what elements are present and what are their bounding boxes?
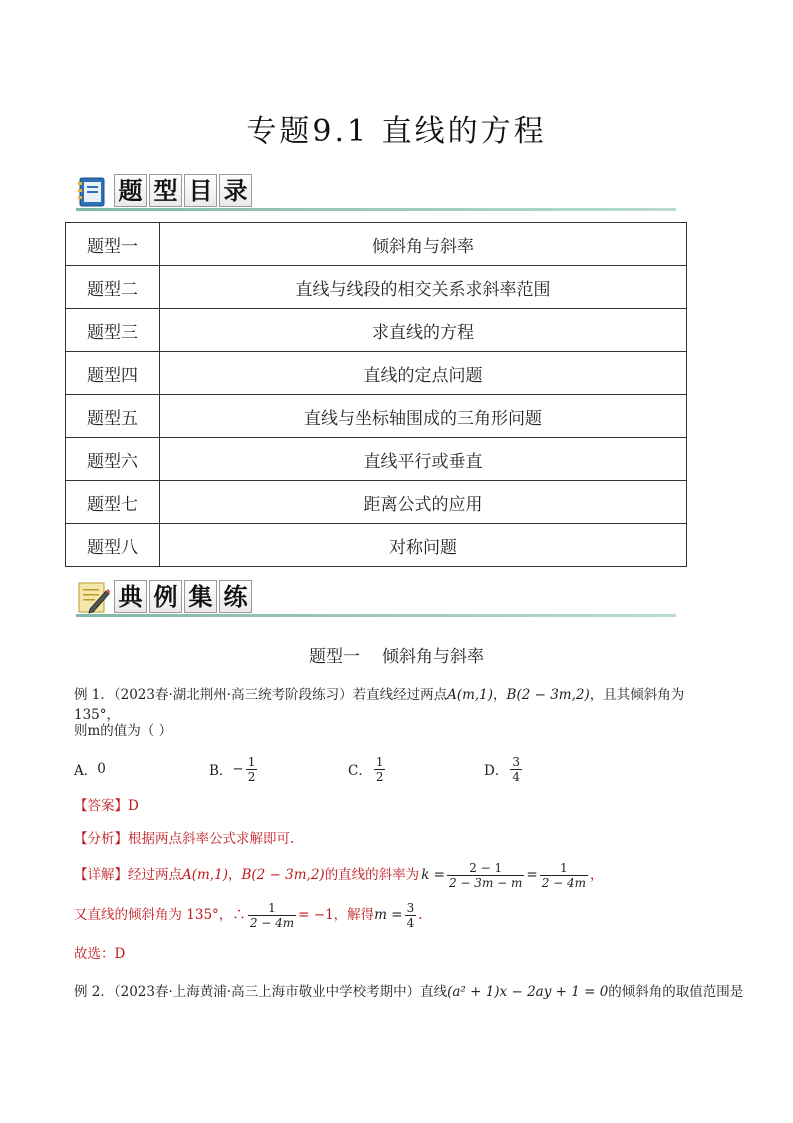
toc-code: 题型五 (66, 395, 160, 438)
analysis-tag: 【分析】 (74, 831, 128, 847)
detail-point-a: A(m,1) (182, 867, 228, 883)
answer-line (74, 796, 139, 816)
choose-line: 故选：D (74, 946, 126, 962)
banner-char: 目 (184, 174, 217, 207)
example2-line1 (74, 982, 754, 1002)
choice-value: 0 (97, 761, 106, 777)
banner-char: 典 (114, 580, 147, 613)
banner-char: 例 (149, 580, 182, 613)
choice-letter: D． (484, 763, 509, 779)
denominator: 2 − 4m (249, 915, 295, 930)
numerator: 1 (248, 901, 296, 916)
analysis-text: 根据两点斜率公式求解即可. (128, 831, 295, 847)
denominator: 4 (512, 769, 520, 784)
toc-code: 题型二 (66, 266, 160, 309)
example1-prefix: 例 1．（2023春·湖北荆州·高三统考阶段练习）若直线经过两点 (74, 687, 448, 703)
detail-line (74, 858, 604, 892)
choice-letter: C． (348, 763, 372, 779)
toc-name: 距离公式的应用 (160, 481, 687, 524)
page-title: 专题9.1 直线的方程 (246, 114, 547, 149)
slope-fraction (540, 861, 588, 890)
answer-tag: 【答案】 (74, 798, 128, 814)
choices (74, 752, 634, 786)
table-row (66, 481, 687, 524)
table-row (66, 309, 687, 352)
toc-name: 对称问题 (160, 524, 687, 567)
choice-a (74, 752, 106, 786)
toc-name: 直线平行或垂直 (160, 438, 687, 481)
choice-letter: B． (209, 763, 233, 779)
denominator: 2 (375, 769, 384, 784)
example1-line2: 则m的值为（ ） (74, 723, 173, 739)
detail-point-b: B(2 − 3m,2) (241, 867, 325, 883)
banner-char: 题 (114, 174, 147, 207)
toc-code: 题型一 (66, 223, 160, 266)
solve-fraction (248, 901, 296, 930)
examples-banner (76, 578, 676, 618)
section-title (0, 642, 793, 667)
note-pencil-icon (76, 580, 110, 614)
section-name: 倾斜角与斜率 (382, 647, 484, 667)
example1-line1 (74, 685, 734, 725)
separator: ， (227, 867, 242, 883)
numerator: 1 (375, 754, 384, 769)
toc-name: 直线与坐标轴围成的三角形问题 (160, 395, 687, 438)
numerator: 3 (512, 754, 520, 769)
toc-code: 题型八 (66, 524, 160, 567)
slope-fraction (447, 861, 524, 890)
toc-code: 题型七 (66, 481, 160, 524)
toc-name: 直线与线段的相交关系求斜率范围 (160, 266, 687, 309)
choice-d (484, 752, 524, 786)
separator: ， (493, 687, 507, 703)
point-b: B(2 − 3m,2) (506, 687, 590, 703)
analysis-line (74, 829, 294, 849)
table-row (66, 438, 687, 481)
toc-name: 求直线的方程 (160, 309, 687, 352)
choice-c (348, 752, 387, 786)
detail-tag: 【详解】 (74, 867, 128, 883)
denominator: 2 (247, 769, 256, 784)
detail-end: ， (590, 867, 604, 883)
toc-name: 直线的定点问题 (160, 352, 687, 395)
example2-suffix: 的倾斜角的取值范围是 (608, 984, 744, 1000)
banner-char: 集 (184, 580, 217, 613)
toc-banner (76, 172, 676, 212)
example1-suffix: ，且其倾斜角为 135°， (74, 687, 685, 723)
toc-banner-label (114, 174, 254, 206)
example2-prefix: 例 2．（2023春·上海黄浦·高三上海市敬业中学校考期中）直线 (74, 984, 448, 1000)
solve-text: 又直线的倾斜角为 135°，∴ (74, 907, 246, 923)
choice-fraction (510, 755, 522, 784)
point-a: A(m,1) (447, 687, 494, 703)
numerator: 1 (540, 861, 588, 876)
toc-code: 题型四 (66, 352, 160, 395)
toc-table (65, 222, 687, 567)
detail-text: 经过两点 (128, 867, 182, 883)
numerator: 2 − 1 (447, 861, 524, 876)
notebook-icon (76, 174, 110, 208)
banner-char: 练 (219, 580, 252, 613)
solve-text: = −1，解得 (298, 907, 375, 923)
examples-banner-label (114, 580, 254, 612)
solve-end: . (418, 907, 423, 923)
numerator: 1 (247, 754, 256, 769)
choice-sign: − (232, 761, 244, 777)
equals-sign: = (526, 867, 538, 883)
table-row (66, 524, 687, 567)
banner-rule (76, 208, 676, 211)
section-code: 题型一 (309, 647, 360, 667)
toc-name: 倾斜角与斜率 (160, 223, 687, 266)
table-row (66, 266, 687, 309)
table-row (66, 223, 687, 266)
choice-letter: A． (74, 763, 98, 779)
toc-code: 题型三 (66, 309, 160, 352)
detail-text: 的直线的斜率为 (324, 867, 420, 883)
denominator: 2 − 4m (541, 875, 587, 890)
table-row (66, 352, 687, 395)
m-label: m = (374, 907, 403, 923)
toc-code: 题型六 (66, 438, 160, 481)
solve-line (74, 898, 423, 932)
example2-equation: (a² + 1)x − 2ay + 1 = 0 (447, 984, 609, 1000)
m-fraction (405, 901, 417, 930)
denominator: 2 − 3m − m (448, 875, 523, 890)
banner-char: 录 (219, 174, 252, 207)
choice-fraction (374, 755, 386, 784)
choice-fraction (246, 755, 258, 784)
slope-label: k = (421, 867, 445, 883)
answer-value: D (128, 798, 139, 814)
banner-rule (76, 614, 676, 617)
table-row (66, 395, 687, 438)
choice-b (209, 752, 259, 786)
banner-char: 型 (149, 174, 182, 207)
numerator: 3 (406, 900, 415, 915)
denominator: 4 (406, 915, 415, 930)
